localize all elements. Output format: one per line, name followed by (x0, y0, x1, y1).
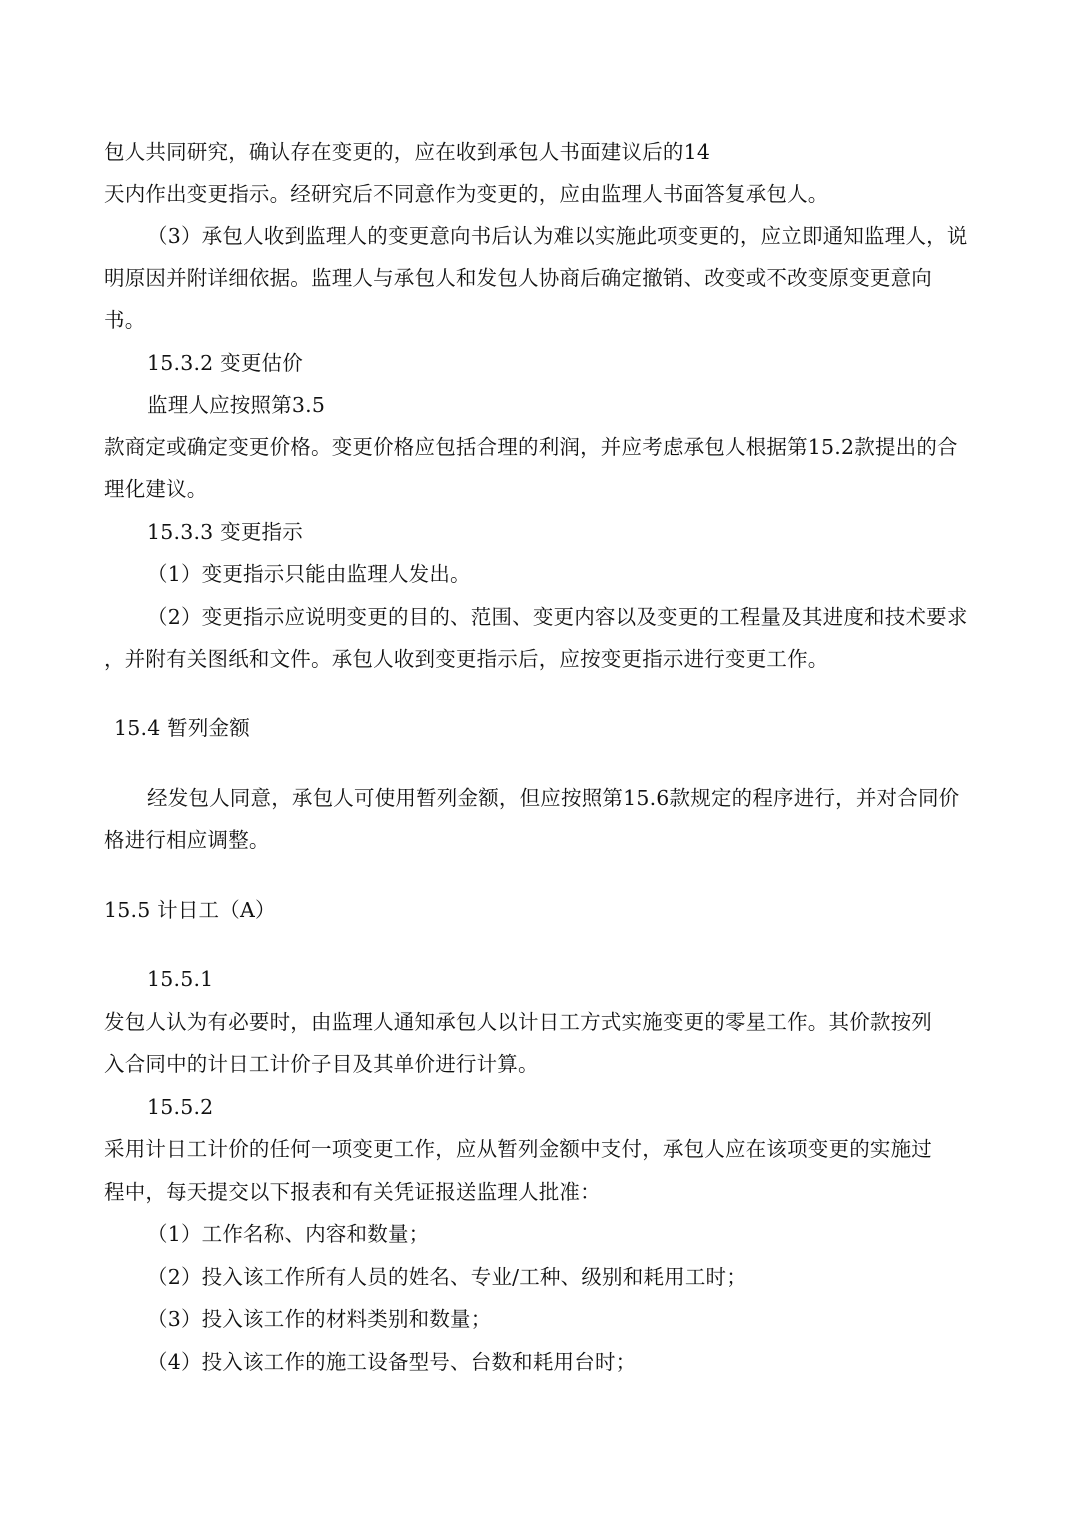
paragraph-line: 格进行相应调整。 (104, 828, 270, 852)
section-heading: 15.3.3 变更指示 (147, 520, 303, 544)
paragraph-line: 采用计日工计价的任何一项变更工作，应从暂列金额中支付，承包人应在该项变更的实施过 (104, 1137, 932, 1161)
paragraph-line: 理化建议。 (104, 477, 208, 501)
paragraph-line: （4）投入该工作的施工设备型号、台数和耗用台时； (147, 1350, 637, 1374)
paragraph-line: 明原因并附详细依据。监理人与承包人和发包人协商后确定撤销、改变或不改变原变更意向 (104, 266, 932, 290)
paragraph-line: （1）变更指示只能由监理人发出。 (147, 562, 471, 586)
paragraph-line: 监理人应按照第3.5 (147, 393, 326, 417)
paragraph-line: （3）投入该工作的材料类别和数量； (147, 1307, 492, 1331)
section-heading: 15.4 暂列金额 (114, 716, 250, 740)
paragraph-line: 程中，每天提交以下报表和有关凭证报送监理人批准： (104, 1180, 601, 1204)
paragraph-line: 发包人认为有必要时，由监理人通知承包人以计日工方式实施变更的零星工作。其价款按列 (104, 1010, 932, 1034)
paragraph-line: 款商定或确定变更价格。变更价格应包括合理的利润，并应考虑承包人根据第15.2款提出的合 (104, 435, 958, 459)
paragraph-line: （1）工作名称、内容和数量； (147, 1222, 430, 1246)
section-heading: 15.3.2 变更估价 (147, 351, 303, 375)
section-heading: 15.5 计日工（A） (104, 898, 276, 922)
paragraph-line: 包人共同研究，确认存在变更的，应在收到承包人书面建议后的14 (104, 140, 711, 164)
paragraph-line: （2）变更指示应说明变更的目的、范围、变更内容以及变更的工程量及其进度和技术要求 (147, 605, 968, 629)
paragraph-line: 入合同中的计日工计价子目及其单价进行计算。 (104, 1052, 539, 1076)
paragraph-line: 经发包人同意，承包人可使用暂列金额，但应按照第15.6款规定的程序进行，并对合同价 (147, 786, 960, 810)
paragraph-line: 书。 (104, 308, 146, 332)
paragraph-line: ，并附有关图纸和文件。承包人收到变更指示后，应按变更指示进行变更工作。 (104, 647, 829, 671)
paragraph-line: （2）投入该工作所有人员的姓名、专业/工种、级别和耗用工时； (147, 1265, 747, 1289)
section-heading: 15.5.1 (147, 967, 214, 991)
section-heading: 15.5.2 (147, 1095, 214, 1119)
paragraph-line: 天内作出变更指示。经研究后不同意作为变更的，应由监理人书面答复承包人。 (104, 182, 829, 206)
paragraph-line: （3）承包人收到监理人的变更意向书后认为难以实施此项变更的，应立即通知监理人，说 (147, 224, 968, 248)
